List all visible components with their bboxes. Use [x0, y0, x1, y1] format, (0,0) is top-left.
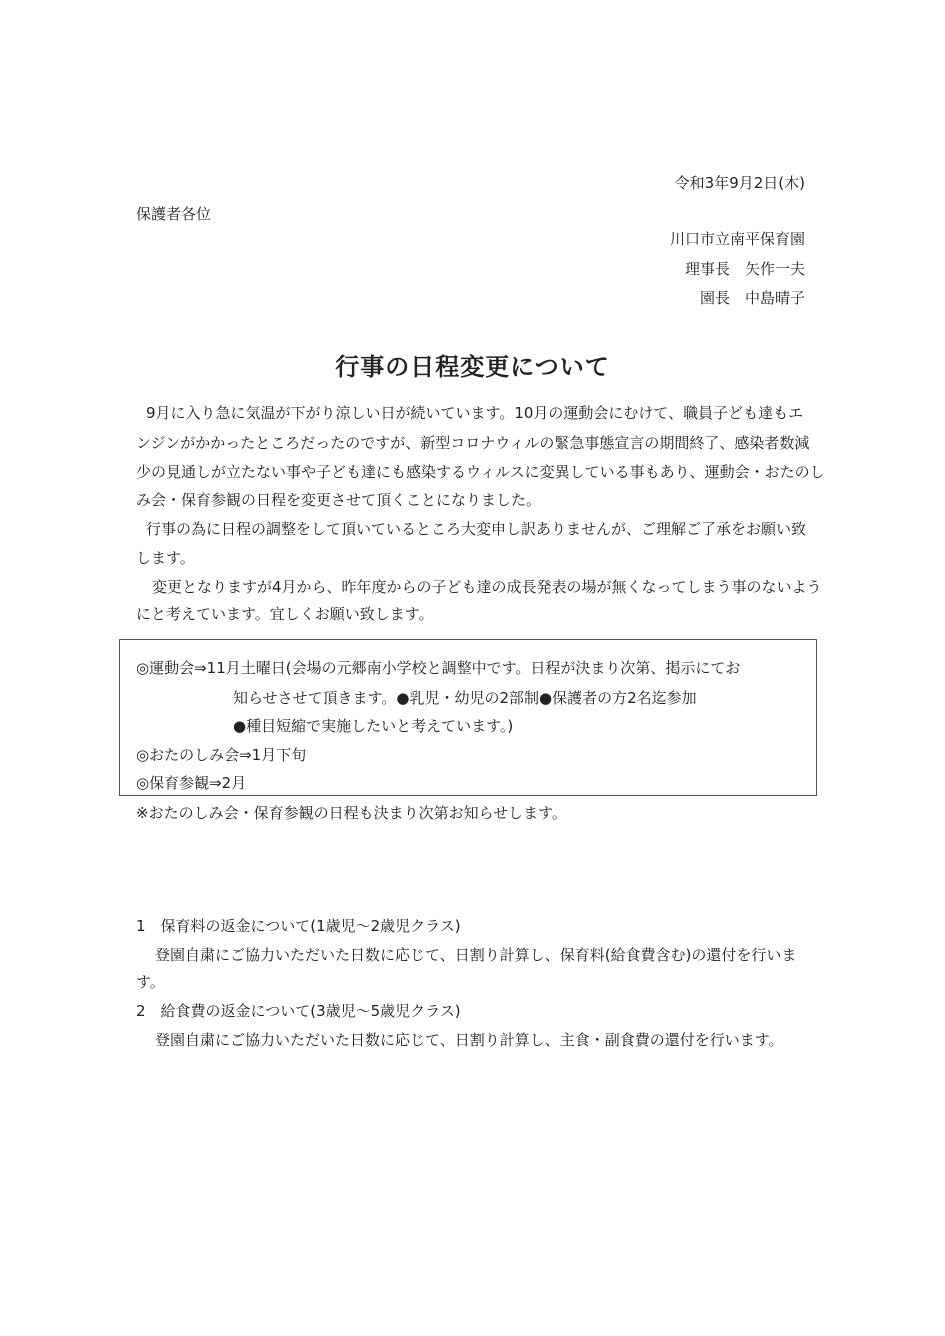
- body-line: 少の見通しが立たない事や子ども達にも感染するウィルスに変異している事もあり、運動会・おたのし: [136, 463, 825, 481]
- schedule-observation: ◎保育参観⇒2月: [136, 774, 247, 792]
- refund-heading-1: 1 保育料の返金について(1歳児～2歳児クラス): [136, 917, 461, 935]
- body-line: 行事の為に日程の調整をして頂いているところ大変申し訳ありませんが、ご理解ご了承をお願い致: [146, 520, 807, 538]
- chairman-name: 理事長 矢作一夫: [684, 260, 805, 278]
- body-line: します。: [136, 549, 195, 567]
- document-date: 令和3年9月2日(木): [674, 174, 805, 192]
- organization-name: 川口市立南平保育園: [669, 230, 805, 248]
- body-line: ンジンがかかったところだったのですが、新型コロナウィルの緊急事態宣言の期間終了、感染者数減: [136, 434, 810, 452]
- schedule-fun-event: ◎おたのしみ会⇒1月下旬: [136, 746, 307, 764]
- body-line: 9月に入り急に気温が下がり涼しい日が続いています。10月の運動会にむけて、職員子ども達もエ: [146, 404, 804, 422]
- recipient: 保護者各位: [136, 205, 212, 223]
- schedule-sports-day-detail: ●種目短縮で実施したいと考えています。): [233, 717, 514, 735]
- director-name: 園長 中島晴子: [699, 289, 805, 307]
- refund-heading-2: 2 給食費の返金について(3歳児～5歳児クラス): [136, 1002, 461, 1020]
- document-title: 行事の日程変更について: [335, 353, 610, 381]
- schedule-sports-day-detail: 知らせさせて頂きます。●乳児・幼児の2部制●保護者の方2名迄参加: [233, 689, 697, 707]
- refund-text-1: 登園自粛にご協力いただいた日数に応じて、日割り計算し、保育料(給食費含む)の還付を行いま: [155, 946, 797, 964]
- schedule-sports-day: ◎運動会⇒11月土曜日(会場の元郷南小学校と調整中です。日程が決まり次第、掲示にてお: [136, 659, 741, 677]
- body-line: 変更となりますが4月から、昨年度からの子ども達の成長発表の場が無くなってしまう事のないよう: [152, 578, 822, 596]
- refund-text-2: 登園自粛にご協力いただいた日数に応じて、日割り計算し、主食・副食費の還付を行います。: [155, 1031, 784, 1049]
- body-line: にと考えています。宜しくお願い致します。: [136, 605, 434, 623]
- schedule-note: ※おたのしみ会・保育参観の日程も決まり次第お知らせします。: [136, 804, 567, 822]
- refund-text-1: す。: [136, 973, 165, 991]
- body-line: み会・保育参観の日程を変更させて頂くことになりました。: [136, 491, 542, 509]
